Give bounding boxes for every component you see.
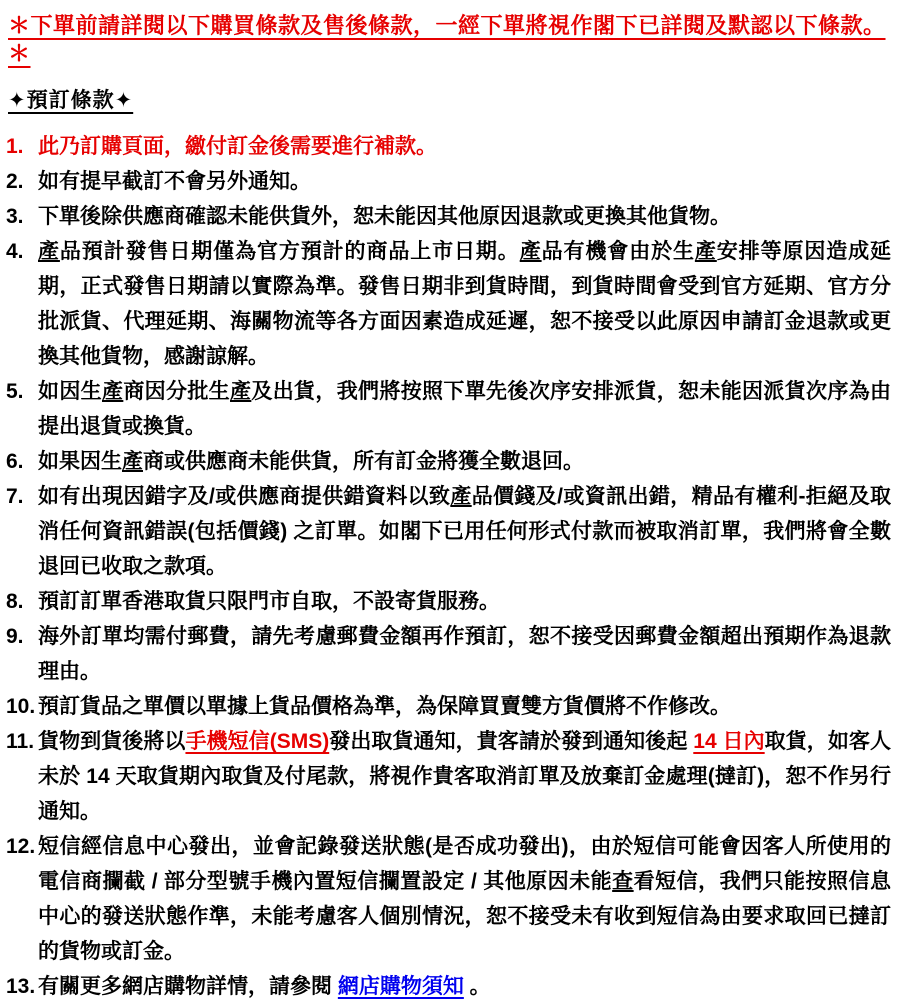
term-text: 海外訂單均需付郵費，請先考慮郵費金額再作預訂，恕不接受因郵費金額超出預期作為退款理由。 (38, 625, 891, 684)
term-item (6, 234, 891, 374)
term-text: 商因分批生 (123, 380, 231, 404)
term-number: 7. (6, 485, 24, 509)
term-text: 安排等原因造成延期，正式發售日期請以實際為準。發售日期非到貨時間，到貨時間會受到官方延期、官方分批派貨、代理延期、海關物流等各方面因素造成延遲，恕不接受以此原因申請訂金退款或更換其他貨物，感謝諒解。 (38, 240, 892, 369)
highlighted-term-text: 手機短信(SMS) (185, 730, 330, 754)
term-number: 9. (6, 625, 24, 649)
term-text: 如有提早截訂不會另外通知。 (38, 170, 311, 194)
term-number: 8. (6, 590, 24, 614)
term-item (6, 619, 891, 689)
underlined-char: 產 (694, 240, 717, 264)
terms-list (6, 129, 891, 1004)
term-text: 及出貨，我們將按照下單先後次序安排派貨，恕未能因派貨次序為由提出退貨或換貨。 (38, 380, 892, 439)
term-text: 有關更多網店購物詳情，請參閱 (38, 975, 338, 999)
term-text: 此乃訂購頁面，繳付訂金後需要進行補款。 (38, 135, 437, 159)
underlined-char: 產 (102, 380, 124, 404)
term-item (6, 444, 891, 479)
term-text: 如因生 (38, 380, 102, 404)
underlined-char: 查 (612, 870, 634, 894)
term-item (6, 129, 891, 164)
term-text: 品有機會由於生 (541, 240, 695, 264)
underlined-char: 產 (519, 240, 542, 264)
term-text: 預訂貨品之單價以單據上貨品價格為準，為保障買賣雙方貨價將不作修改。 (38, 695, 731, 719)
term-item (6, 479, 891, 584)
term-text: 貨物到貨後將以 (38, 730, 186, 754)
term-number: 1. (6, 135, 24, 159)
term-text: 商或供應商未能供貨，所有訂金將獲全數退回。 (143, 450, 584, 474)
term-number: 6. (6, 450, 24, 474)
term-item (6, 689, 891, 724)
page-title: ＊下單前請詳閱以下購買條款及售後條款，一經下單將視作閣下已詳閱及默認以下條款。＊ (8, 13, 886, 66)
term-number: 13. (6, 975, 36, 999)
term-number: 5. (6, 380, 24, 404)
term-item (6, 969, 891, 1004)
term-item (6, 829, 891, 969)
term-number: 10. (6, 695, 36, 719)
term-text: 預訂訂單香港取貨只限門市自取，不設寄貨服務。 (38, 590, 500, 614)
term-text: 看短信，我們只能按照信息中心的發送狀態作準，未能考慮客人個別情況，恕不接受未有收到短信為由要求取回已撻訂的貨物或訂金。 (38, 870, 892, 964)
term-text: 發出取貨通知，貴客請於發到通知後起 (329, 730, 694, 754)
term-number: 11. (6, 730, 35, 754)
term-item (6, 164, 891, 199)
highlighted-term-text: 14 日內 (693, 730, 765, 754)
term-number: 3. (6, 205, 24, 229)
term-text: 下單後除供應商確認未能供貨外，恕未能因其他原因退款或更換其他貨物。 (38, 205, 731, 229)
section-title: ✦預訂條款✦ (8, 89, 134, 112)
term-item (6, 724, 891, 829)
term-item (6, 584, 891, 619)
term-text: 取貨，如客人未於 14 天取貨期內取貨及付尾款，將視作貴客取消訂單及放棄訂金處理(撻訂)，恕不作另行通知。 (38, 730, 891, 824)
term-number: 4. (6, 240, 24, 264)
underlined-char: 產 (38, 240, 60, 264)
term-number: 2. (6, 170, 24, 194)
term-text: 品預計發售日期僅為官方預計的商品上市日期。 (59, 240, 520, 264)
term-text: 短信經信息中心發出，並會記錄發送狀態(是否成功發出)，由於短信可能會因客人所使用的電信商攔截 / 部分型號手機內置短信攔置設定 / 其他原因未能 (38, 835, 891, 894)
shop-notice-link[interactable]: 網店購物須知 (337, 975, 464, 999)
term-text: 如有出現因錯字及/或供應商提供錯資料以致 (38, 485, 451, 509)
underlined-char: 產 (230, 380, 252, 404)
term-text: 品價錢及/或資訊出錯，精品有權利-拒絕及取消任何資訊錯誤(包括價錢) 之訂單。如閣下已用任何形式付款而被取消訂單，我們將會全數退回已收取之款項。 (38, 485, 891, 579)
term-item (6, 199, 891, 234)
term-text: 如果因生 (38, 450, 122, 474)
term-text: 。 (463, 975, 491, 999)
underlined-char: 產 (122, 450, 143, 474)
term-item (6, 374, 891, 444)
term-number: 12. (6, 835, 36, 859)
underlined-char: 產 (450, 485, 472, 509)
